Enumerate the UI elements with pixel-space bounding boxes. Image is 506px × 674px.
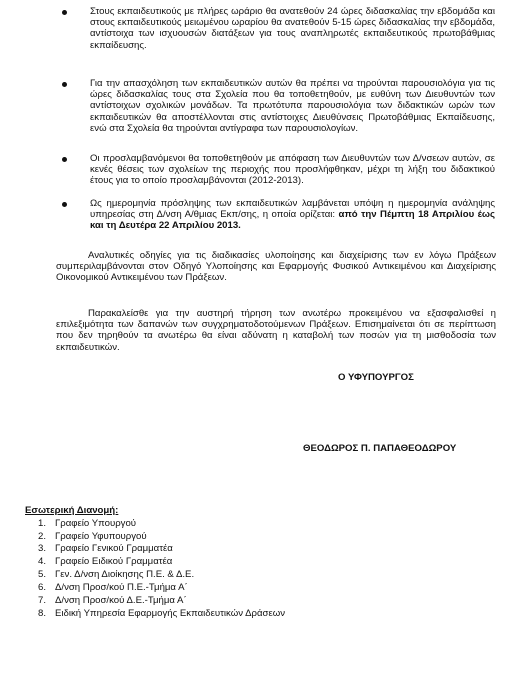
signature-role: Ο ΥΦΥΠΟΥΡΓΟΣ [338, 372, 414, 383]
list-item [25, 518, 445, 531]
list-item-label: Ειδική Υπηρεσία Εφαρμογής Εκπαιδευτικών Δράσεων [55, 607, 286, 619]
list-item-label: Δ/νση Προσ/κού Δ.Ε.-Τμήμα Α΄ [55, 594, 187, 606]
list-item-number: 1. [37, 517, 46, 529]
list-item [25, 569, 445, 582]
list-item [25, 531, 445, 544]
paragraph-compliance: Παρακαλείσθε για την αυστηρή τήρηση των ανωτέρω προκειμένου να εξασφαλισθεί η επιλεξιμότητα των δαπανών των συγχρηματοδοτούμενων Πράξεων. Επισημαίνεται ότι σε περίπτωση που δεν τηρηθούν τα ανωτέρω θα είναι αδύνατη η καταβολή των ποσών για τη μισθοδοσία των εκπαιδευτικών. [56, 308, 496, 353]
bullet-icon [62, 82, 67, 87]
bullet-text: Στους εκπαιδευτικούς με πλήρες ωράριο θα ανατεθούν 24 ώρες διδασκαλίας την εβδομάδα και στους εκπαιδευτικούς μειωμένου ωραρίου θα ανατεθούν 5-15 ώρες διδασκαλίας την εβδομάδα, αντίστοιχα των ισχυουσών διατάξεων για τους αναπληρωτές εκπαιδευτικούς πρωτοβάθμιας εκπαίδευσης. [90, 6, 495, 51]
list-item [25, 608, 445, 621]
distribution-section [25, 505, 445, 621]
list-item-number: 3. [37, 543, 46, 555]
paragraph-guidelines: Αναλυτικές οδηγίες για τις διαδικασίες υλοποίησης και διαχείρισης των εν λόγω Πράξεων συμπεριλαμβάνονται στον Οδηγό Υλοποίησης και Εφαρμογής Φυσικού Αντικειμένου και Διαχείρισης Οικονομικού Αντικειμένου των Πράξεων. [56, 250, 496, 284]
bullet-icon [62, 10, 67, 15]
list-item [25, 543, 445, 556]
list-item-number: 7. [37, 594, 46, 606]
list-item [25, 582, 445, 595]
signature-name: ΘΕΟΔΩΡΟΣ Π. ΠΑΠΑΘΕΟΔΩΡΟΥ [303, 443, 457, 454]
bullet-text [90, 198, 495, 232]
list-item-label: Γραφείο Υπουργού [55, 517, 137, 529]
list-item-label: Γραφείο Ειδικού Γραμματέα [55, 556, 173, 568]
bullet-text-normal: Ως ημερομηνία πρόσληψης των εκπαιδευτικών λαμβάνεται υπόψη η ημερομηνία ανάληψης υπηρεσίας στη Δ/νση Α/θμιας Εκπ/σης, η οποία ορίζεται: [90, 198, 495, 221]
list-item-number: 8. [37, 607, 46, 619]
list-item [25, 595, 445, 608]
list-item-label: Γραφείο Υφυπουργού [55, 530, 147, 542]
list-item-label: Δ/νση Προσ/κού Π.Ε.-Τμήμα Α΄ [55, 582, 188, 594]
list-item-number: 2. [37, 530, 46, 542]
bullet-text: Για την απασχόληση των εκπαιδευτικών αυτών θα πρέπει να τηρούνται παρουσιολόγια για τις ώρες διδασκαλίας τους στα Σχολεία που θα τοποθετηθούν, με ευθύνη των Διευθυντών των αντίστοιχων σχολικών μονάδων. Τα πρωτότυπα παρουσιολόγια των διδακτικών ωρών των εκπαιδευτικών θα αποστέλλονται στις αντίστοιχες Διευθύνσεις Πρωτοβάθμιας Εκπαίδευσης, ενώ στα Σχολεία θα τηρούνται αντίγραφα των παρουσιολογίων. [90, 78, 495, 134]
list-item-label: Γεν. Δ/νση Διοίκησης Π.Ε. & Δ.Ε. [55, 569, 195, 581]
bullet-icon [62, 157, 67, 162]
list-item [25, 556, 445, 569]
list-item-number: 5. [37, 569, 46, 581]
bullet-icon [62, 202, 67, 207]
bullet-text: Οι προσλαμβανόμενοι θα τοποθετηθούν με απόφαση των Διευθυντών των Δ/νσεων αυτών, σε κενές θέσεις των σχολείων της περιοχής που προσλήφθηκαν, μέχρι τη λήξη του διδακτικού έτους για το οποίο προσλαμβάνονται (2012-2013). [90, 153, 495, 187]
list-item-number: 4. [37, 556, 46, 568]
distribution-title: Εσωτερική Διανομή: [25, 505, 119, 516]
bullet-text-bold: από την Πέμπτη 18 Απριλίου έως και τη Δευτέρα 22 Απριλίου 2013. [90, 209, 496, 232]
list-item-label: Γραφείο Γενικού Γραμματέα [55, 543, 173, 555]
distribution-list [25, 518, 445, 621]
list-item-number: 6. [37, 582, 46, 594]
